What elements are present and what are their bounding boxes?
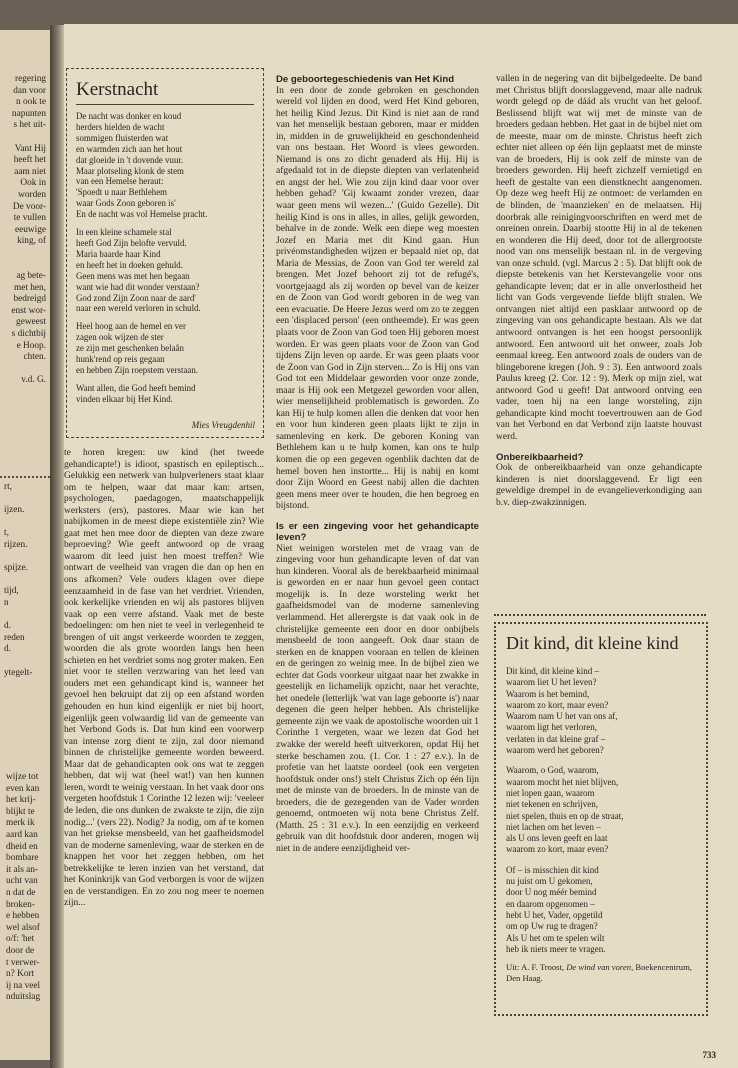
kerstnacht-author: Mies Vreugdenhil	[191, 420, 255, 430]
column-3	[496, 74, 702, 509]
body-paragraph: Niet weinigen worstelen met de vraag van de zingeving voor hun gehandicapte leven of dat van hun kinderen. Vooral als de berekbaarheid minimaal is geworden en er naar hun gevoel geen contact mogelijk is. In deze worsteling werkt het gaafheidsmodel van de moderne samenleving verlammend. Het allerergste is dat vaak ook in de christelijke gemeente een door en door onbijbels mensbeeld de toon aangeeft. Ook daar staan de sterken en de knappen vooraan en tellen de kleinen en de geringen zo weinig mee. In de bijbel zien we echter dat Gods voorkeur uitgaat naar het zwakke in geestelijk en lichamelijk opzicht, naar het verachte, het onedele (letterlijk 'wat van lage geboorte is') naar degenen die geen helper hebben. Als christelijke gemeente zijn we vaak de apostolische woorden uit 1 Corinthe 1 vergeten, waar we lezen dat God het zwakke der wereld heeft uitverkoren, opdat Hij het sterke beschamen zou. (1. Cor. 1 : 27 e.v.). In de profetie van het laatste oordeel (ook een vergeten hoofdstuk onder ons!) stelt Christus Zich op één lijn met de minste van de broeders. In de minste van de broeders, die de gezegenden van de Vader worden genoemd, ontmoeten wij nota bene Christus Zelf. (Matth. 25 : 31 e.v.). In een eenzijdig en verkeerd gebruik van dit hoofdstuk door anderen, mogen wij niet in de andere eenzijdigheid ver-	[276, 543, 479, 854]
kerstnacht-stanza: Heel hoog aan de hemel en ver zagen ook wijzen de ster ze zijn met geschenken belaân hunk'rend op reis gegaan en hebben Zijn roepstem verstaan.	[76, 321, 198, 375]
body-paragraph: vallen in de negering van dit bijbelgedeelte. De band met Christus blijft doorslaggevend, maar alle nadruk wordt gelegd op de dáád als vrucht van het geloof. Beslissend blijft wat wij met de minste van de broeders gedaan hebben. Het gaat in de bijbel niet om de meeste, maar om de minste. Christus heeft zich echter niet alleen op één lijn geplaatst met de minste van de broeders, Hij is ook zelf de minste van de broeders geworden. Hij heeft zichzelf vernietigd en heeft de gestalte van een dienstknecht aangenomen. Op deze weg heeft Hij ze ontmoet: de verlamden en de blinden, de 'maanzieken' en de melaatsen. Hij doorbrak alle reinigingvoorschriften en werd met de onreinen onrein. Daarbij stootte Hij in al de tekenen en wonderen die Hij deed, door tot de allergrootste nood van ons menselijk bestaan nl. in de vergeving van onze schuld. (vgl. Marcus 2 : 5). Dat blijft ook de diepste betekenis van het Kerstevangelie voor ons gehandicapte leven; dat er in alle onverlostheid het licht van Gods vergevende liefde blijft stralen. We ontvangen niet altijd een pasklaar antwoord op de zingeving van ons gehandicapte bestaan. Als we dat antwoord ontvangen is het een hoogst persoonlijk antwoord. Een antwoord uit het onweer, zoals Job eenmaal kreeg. Een antwoord zoals de ouders van de blingeborene kregen (Joh. 9 : 3). Een antwoord zoals Paulus kreeg (2. Cor. 12 : 9). Merk op mijn ziel, wat antwoord God u geeft! Dat antwoord ontving een vader, toen hij na een lange worsteling, zijn gehandicapte kind mocht toevertrouwen aan de God van het Verbond en dat Verbond zijn laatste houvast werd.	[496, 74, 702, 442]
ditkind-title: Dit kind, dit kleine kind	[506, 633, 679, 653]
kerstnacht-title: Kerstnacht	[76, 79, 159, 100]
column-2	[276, 74, 479, 856]
kerstnacht-stanza: In een kleine schamele stal heeft God Zijn belofte vervuld. Maria baarde haar Kind en heeft het in doeken gehuld. Geen mens was met hen begaan want wie had dit wonder verstaan? God zond Zijn Zoon naar de aard' naar een wereld verloren in schuld.	[76, 227, 201, 314]
ditkind-stanza: Dit kind, dit kleine kind – waarom liet U het leven? Waarom is het bemind, waarom zo kort, maar even? Waarom nam U het van ons af, waarom ligt het verloren, verlaten in dat kleine graf – waarom werd het geboren?	[506, 666, 618, 756]
ditkind-stanza: Of – is misschien dit kind nu juist om U gekomen, door U nog méér bemind en daarom opgenomen – hebt U het, Vader, opgetild om op Uw rug te dragen? Als U het om te spelen wilt heb ik niets meer te vragen.	[506, 864, 606, 954]
body-paragraph: te horen kregen: uw kind (het tweede gehandicapte!) is idioot, spastisch en epileptisch... Gelukkig een netwerk van hulpverleners staat klaar om te helpen, waar dat maar kan: artsen, psychologen, paedagogen, maatschappelijk werksters (ers), pastores. Maar wie kan het nabijkomen in de meest diepe existentiële zin? Wie gaat met hen mee door de diepten van deze zware beproeving? Wie geeft antwoord op de vraag waarom dit leed juist hen moest treffen? Wie ontwart de veelheid van vragen die dan op hen en ons afkomen? Vele ouders klagen over diepe eenzaamheid in de fase van het verdriet. Vrienden, ook kerkelijke vrienden en wij als pastores blijven vaak op een verre afstand. Vaak met de beste bedoelingen: om hen niet te veel in verlegenheid te brengen of uit angst verkeerde woorden te zeggen, woorden die als grote woorden langs hen heen schieten en het verdriet soms nog groter maken. Een niet voor te stellen verzwaring van het leed van ouders met een gehandicapt kind is, wanneer het gevoel hen bekruipt dat zij op een afstand worden gehouden en hun kind eigenlijk er niet bij hoort, eigenlijk geen volwaardig lid van de gemeente van het Verbond Gods is. Dat hun kind een voorwerp van intense zorg dient te zijn, zal door niemand binnen de christelijke gemeente worden beweerd. Maar dat de gehandicapten ook ons wat te zeggen hebben, dat wij wat (heel wat!) van hen kunnen leren, wordt te weinig verstaan. In het vaak door ons vergeten hoofdstuk 1 Corinthe 12 lezen wij: 'veeleer de leden, die ons dunken de zwakste te zijn, die zijn nodig...' (vers 22). Nodig? Ja nodig, om af te komen van het griekse mensbeeld, van het gaafheidsmodel van de moderne samenleving, waar de sterken en de knappen het voor het zeggen hebben, om het betrekkelijke te leren inzien van het verstand, dat het Koninkrijk van God verborgen is voor de wijzen en de verstandigen. En zo zou nog meer te noemen zijn...	[64, 448, 264, 909]
source-title: De wind van voren	[566, 962, 632, 973]
source-suffix: , Boekencentrum, Den Haag.	[506, 962, 692, 983]
facing-page-text-bottom: wijze tot even kan het krij- blijkt te merk ik aard kan dheid en bombare it als an- ucht van n dat de broken- e hebben wel alsof o/f: 'het door de t verwer- n? Kort ij na veel nduitslag	[6, 772, 41, 1003]
facing-page-text-middle: rt, ijzen. t, rijzen. spijze. tijd, n d. reden d. ytegelt-	[4, 482, 33, 678]
poem-source	[506, 962, 698, 983]
kerstnacht-stanza: Want allen, die God heeft bemind vinden elkaar bij Het Kind.	[76, 382, 196, 404]
facing-page	[0, 30, 50, 1060]
column-1	[64, 448, 264, 910]
book-gutter	[50, 25, 64, 1068]
kerstnacht-poem-box	[66, 68, 264, 438]
page-number: 733	[702, 1050, 716, 1060]
section-heading: Onbereikbaarheid?	[496, 451, 584, 463]
facing-page-text-top: regering dan voor n ook te napunten s het uit- Vant Hij heeft het aam niet Ook in worden De voor- te vullen eeuwige king, of ag bete- met hen, bedreigd enst wor- geweest s dichtbij e Hoop. chten. v.d. G.	[11, 74, 46, 386]
magazine-page	[64, 24, 738, 1068]
ditkind-stanza: Waarom, o God, waarom, waarom mocht het niet blijven, niet lopen gaan, waarom niet tekenen en schrijven, niet spelen, thuis en op de straat, niet lachen om het leven – als U ons leven geeft en laat waarom zo kort, maar even?	[506, 765, 624, 855]
source-prefix: Uit: A. F. Troost,	[506, 962, 567, 973]
body-paragraph: Ook de onbereikbaarheid van onze gehandicapte kinderen is niet doorslaggevend. Er ligt een geweldige drempel in de evangelieverkondiging aan b.v. diep-zwakzinnigen.	[496, 463, 702, 508]
title-rule	[76, 104, 254, 105]
section-heading: De geboortegeschiedenis van Het Kind	[276, 74, 455, 85]
facing-page-divider	[0, 470, 50, 478]
section-heading: Is er een zingeving voor het gehandicapte leven?	[276, 520, 479, 544]
body-paragraph: In een door de zonde gebroken en geschonden wereld vol lijden en dood, werd Het Kind geboren, het heilig Kind Jezus. Dit Kind is niet aan de rand van het menselijk bestaan geboren, maar er midden in, midden in de gruwelijkheid en geschondenheid van ons bestaan. Het Woord is vlees geworden. Niemand is ons zo dicht genaderd als Hij. Hij is afgedaald tot in de diepste diepten van verlatenheid en angst der hel. Wie zou zijn kind daar voor over hebben gehad? 'Gij kwaamt zonder vrezen, daar waar geen mens wil wezen...' (Guido Gezelle). Dit heilig Kind is ons in alles, in alles, gelijk geworden, behalve in de zonde. Welk een diepe weg moesten Jozef en Maria met dit Kind gaan. Hun privéomstandigheden wijzen er bepaald niet op, dat Maria de Messias, de Zoon van God ter wereld zal brengen. Met Jozef behoort zij tot de refugé's, voortgejaagd als zij worden op bevel van de keizer en de Zoon van God wordt geboren in de weg van een evacuatie. De Heere Jezus werd om zo te zeggen een 'displaced person' (een ontheemde). Er was geen plaats voor de Zoon van God toen Hij geboren moest worden. Er was geen plaats voor de Zoon van God tijdens Zijn leven op aarde. Er was geen plaats voor de Zoon van God in Zijn sterven... Zo is Hij ons van God tot een Middelaar geworden voor onze zonde, maar is Hij ook een Metgezel geworden voor allen, wier menselijkheid problematisch is geworden. Zo kan Hij te hulp komen allen die denken dat voor hen en voor hun kinderen geen plaats lijkt te zijn in samenleving en kerk. De geboren Koning van Bethlehem kan u te hulp komen, kan ons te hulp komen die op een gegeven ogenblik dachten dat de hemel boven hen instortte... Hij is nabij en komt door Zijn Woord en Geest nabij allen die dachten geen mens meer over te houden, die hen begroeg en bijstond.	[276, 85, 479, 512]
kerstnacht-stanza: De nacht was donker en koud herders hielden de wacht sommigen fluisterden wat en warmden zich aan het hout dat gloeide in 't dovende vuur. Maar plotseling klonk de stem van een Hemelse heraut: 'Spoedt u naar Bethlehem waar Gods Zoon geboren is' En de nacht was vol Hemelse pracht.	[76, 111, 208, 220]
ditkind-poem-box	[494, 622, 708, 1016]
